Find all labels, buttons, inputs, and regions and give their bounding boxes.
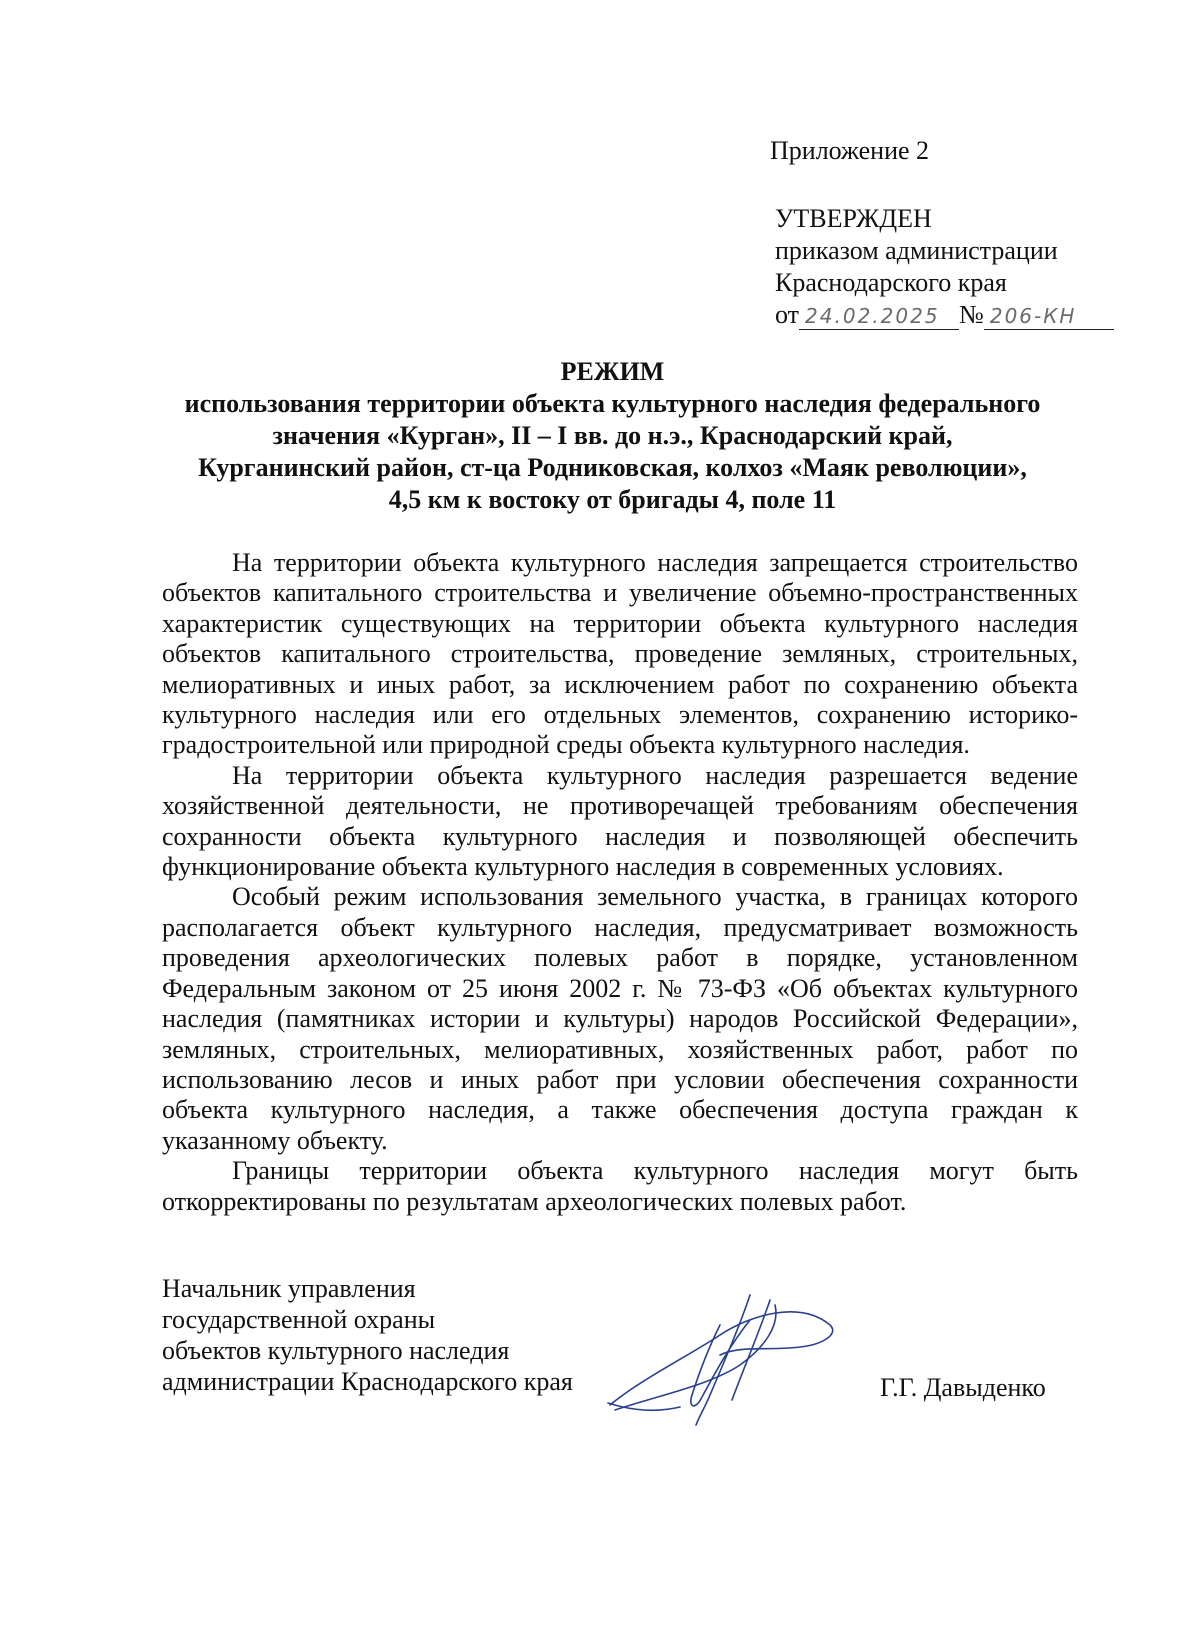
title-line: Курганинский район, ст-ца Родниковская, колхоз «Маяк революции»,	[198, 453, 1027, 482]
position-line: государственной охраны	[162, 1305, 436, 1334]
title-heading: РЕЖИМ	[560, 357, 665, 386]
title-line: 4,5 км к востоку от бригады 4, поле 11	[388, 485, 837, 514]
document-title	[150, 356, 1075, 516]
handwritten-signature	[600, 1285, 845, 1435]
order-date: 24.02.2025	[799, 303, 959, 330]
body-paragraph: На территории объекта культурного наследия запрещается строительство объектов капитального строительства и увеличение объемно-пространственных характеристик существующих на территории объекта культурного наследия объектов капитального строительства, проведение земляных, строительных, мелиоративных и иных работ, за исключением работ по сохранению объекта культурного наследия или его отдельных элементов, сохранению историко-градостроительной или природной среды объекта культурного наследия.	[162, 548, 1078, 760]
approved-by-line: приказом администрации	[775, 236, 1058, 265]
approval-block	[775, 203, 1114, 331]
signatory-position	[162, 1273, 573, 1397]
order-number-label: №	[959, 300, 984, 329]
position-line: объектов культурного наследия	[162, 1336, 510, 1365]
order-number: 206-КН	[984, 303, 1114, 330]
body-paragraph: Особый режим использования земельного участка, в границах которого располагается объект культурного наследия, предусматривает возможность проведения археологических полевых работ в порядке, установленном Федеральным законом от 25 июня 2002 г. № 73-ФЗ «Об объектах культурного наследия (памятниках истории и культуры) народов Российской Федерации», земляных, строительных, мелиоративных, хозяйственных работ, работ по использованию лесов и иных работ при условии обеспечения сохранности объекта культурного наследия, а также обеспечения доступа граждан к указанному объекту.	[162, 882, 1078, 1155]
order-line	[775, 299, 1114, 331]
position-line: Начальник управления	[162, 1274, 416, 1303]
order-from-label: от	[775, 300, 800, 329]
title-line: использования территории объекта культурного наследия федерального	[184, 389, 1041, 418]
signature-stroke	[615, 1305, 776, 1410]
appendix-label: Приложение 2	[770, 136, 930, 165]
title-line: значения «Курган», II – I вв. до н.э., Краснодарский край,	[272, 421, 953, 450]
signature-stroke	[610, 1312, 833, 1405]
document-body	[162, 548, 1078, 1217]
position-line: администрации Краснодарского края	[162, 1367, 573, 1396]
signatory-name: Г.Г. Давыденко	[880, 1373, 1046, 1402]
approved-label: УТВЕРЖДЕН	[775, 204, 932, 233]
body-paragraph: На территории объекта культурного наследия разрешается ведение хозяйственной деятельности, не противоречащей требованиям обеспечения сохранности объекта культурного наследия и позволяющей обеспечить функционирование объекта культурного наследия в современных условиях.	[162, 760, 1078, 882]
body-paragraph: Границы территории объекта культурного наследия могут быть откорректированы по результатам археологических полевых работ.	[162, 1156, 1078, 1216]
signature-stroke	[691, 1320, 750, 1406]
approved-by-line: Краснодарского края	[775, 268, 1007, 297]
